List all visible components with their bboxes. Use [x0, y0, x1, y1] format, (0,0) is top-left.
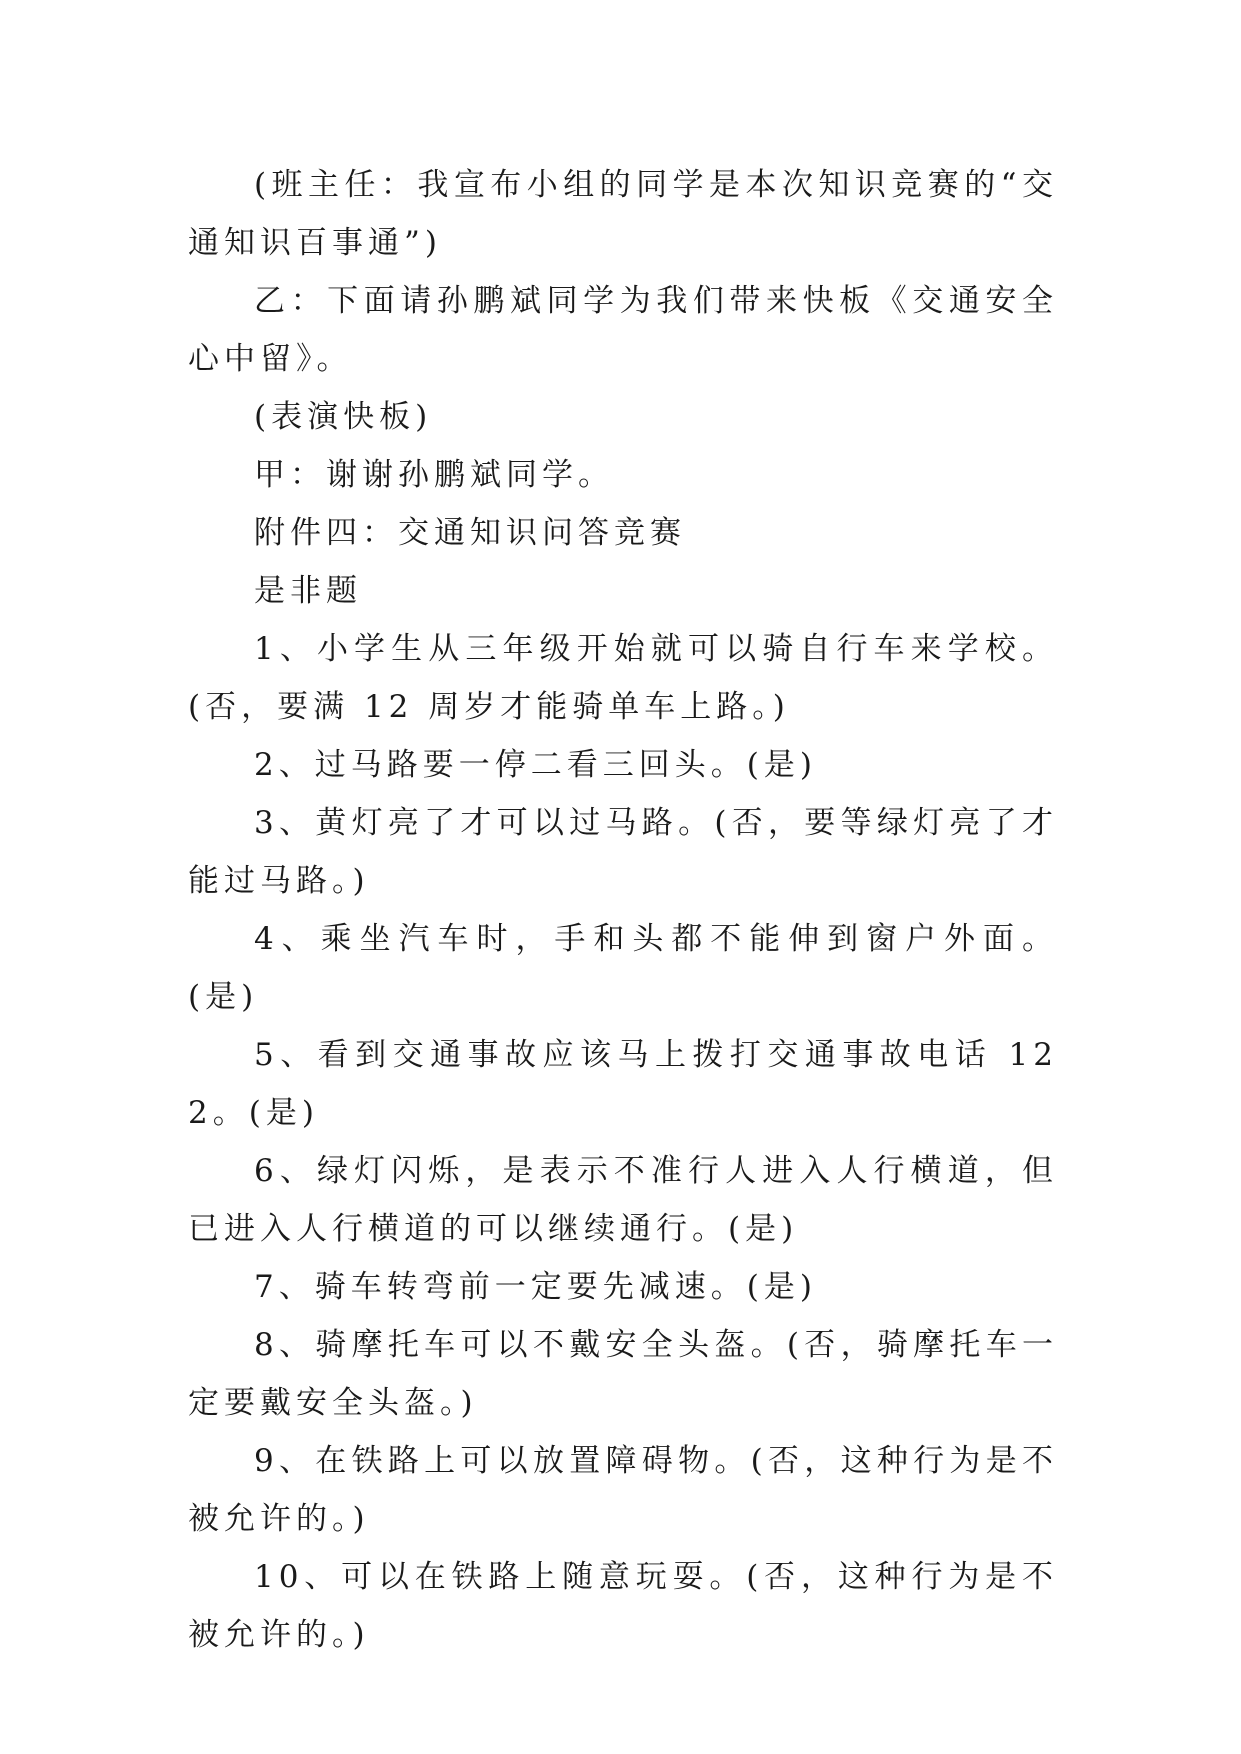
question-item: 7、骑车转弯前一定要先减速。(是) [254, 1269, 817, 1305]
paragraph-host-a-thanks: 甲：谢谢孙鹏斌同学。 [254, 457, 614, 493]
question-item: 8、骑摩托车可以不戴安全头盔。(否，骑摩托车一定要戴安全头盔。) [188, 1327, 1058, 1421]
question-item: 9、在铁路上可以放置障碍物。(否，这种行为是不被允许的。) [188, 1443, 1058, 1537]
paragraph-host-b-intro: 乙：下面请孙鹏斌同学为我们带来快板《交通安全心中留》。 [188, 283, 1058, 377]
question-item: 2、过马路要一停二看三回头。(是) [254, 747, 817, 783]
section-heading-true-false: 是非题 [254, 573, 362, 609]
section-heading-attachment: 附件四：交通知识问答竞赛 [254, 515, 686, 551]
question-item: 4、乘坐汽车时，手和头都不能伸到窗户外面。(是) [188, 921, 1058, 1015]
paragraph-performance-note: (表演快板) [254, 399, 433, 435]
document-body [188, 156, 1058, 1664]
question-item: 5、看到交通事故应该马上拨打交通事故电话 122。(是) [188, 1037, 1058, 1131]
question-item: 3、黄灯亮了才可以过马路。(否，要等绿灯亮了才能过马路。) [188, 805, 1058, 899]
question-item: 6、绿灯闪烁，是表示不准行人进入人行横道，但已进入人行横道的可以继续通行。(是) [188, 1153, 1058, 1247]
question-item: 10、可以在铁路上随意玩耍。(否，这种行为是不被允许的。) [188, 1559, 1058, 1653]
paragraph-teacher-announcement: (班主任：我宣布小组的同学是本次知识竞赛的“交通知识百事通”) [188, 167, 1058, 261]
question-item: 1、小学生从三年级开始就可以骑自行车来学校。(否，要满 12 周岁才能骑单车上路。) [188, 631, 1058, 725]
